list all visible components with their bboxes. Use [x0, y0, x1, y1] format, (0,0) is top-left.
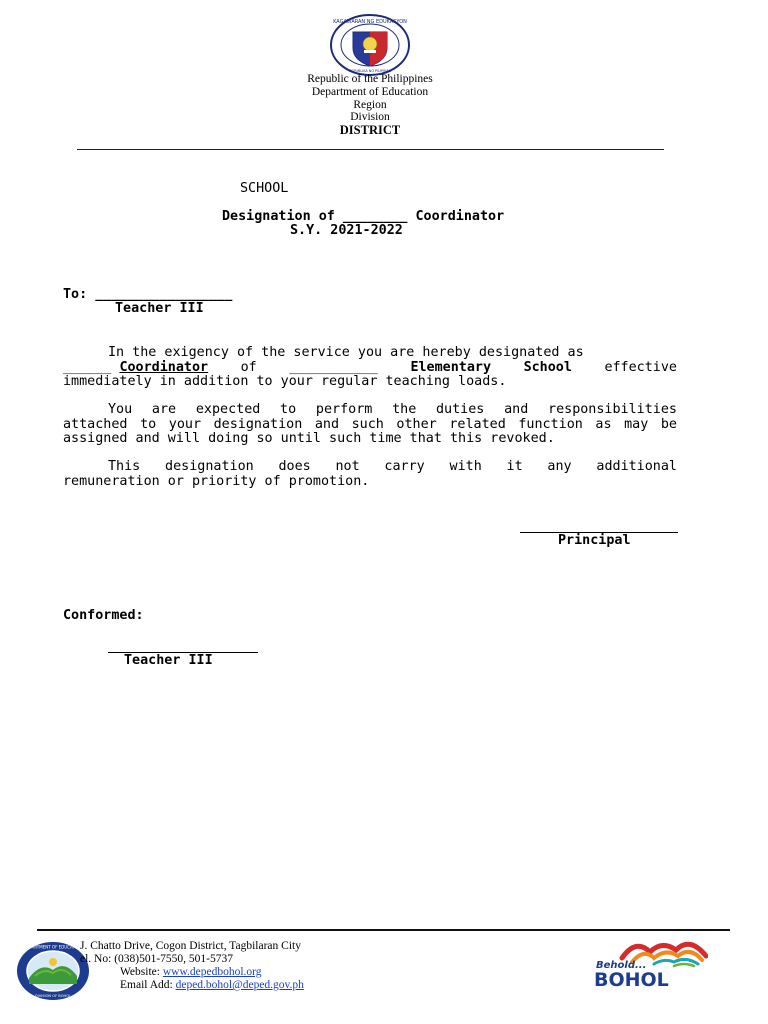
footer-website: Website: www.depedbohol.org [120, 966, 262, 978]
p2-line-1: You are expected to perform the duties and responsibilities [108, 402, 677, 417]
header-divider [77, 149, 664, 150]
addressee-position: Teacher III [115, 301, 204, 316]
seal-bottom-text: REPUBLIKA NG PILIPINAS [348, 69, 392, 73]
deped-seal-logo [329, 14, 411, 76]
footer-contact [80, 940, 304, 992]
teacher-signature-label: Teacher III [124, 653, 213, 668]
footer-address: J. Chatto Drive, Cogon District, Tagbilaran City [80, 940, 301, 952]
p2-line-3: assigned and will doing so until such time that this revoked. [63, 431, 555, 446]
header-division: Division [350, 111, 390, 124]
bohol-tagline: Behold... [596, 960, 647, 971]
footer-seal-top-text: DEPARTMENT OF EDUCATION [23, 944, 83, 950]
footer-telephone: el. No: (038)501-7550, 501-5737 [80, 953, 234, 965]
bohol-name: BOHOL [594, 969, 669, 990]
footer-divider [37, 929, 730, 931]
school-name: SCHOOL [240, 181, 289, 196]
header-district: DISTRICT [339, 123, 401, 138]
addressee-line: To: _________________ [63, 287, 233, 302]
email-link[interactable]: deped.bohol@deped.gov.ph [175, 979, 304, 991]
p1-line-3: immediately in addition to your regular teaching loads. [63, 374, 507, 389]
p3-line-2: remuneration or priority of promotion. [63, 473, 370, 489]
header-department: Department of Education [311, 85, 429, 98]
footer-seal-bottom-text: DIVISION OF BOHOL [34, 994, 72, 998]
header-republic: Republic of the Philippines [307, 73, 433, 85]
paragraph-designation [63, 346, 677, 390]
website-link[interactable]: www.depedbohol.org [162, 966, 262, 978]
footer-email: Email Add: deped.bohol@deped.gov.ph [120, 979, 304, 991]
p2-line-2: attached to your designation and such other related function as may be [63, 416, 677, 432]
p1-line-2: ______ Coordinator of ___________ Elementary School effective [63, 359, 677, 375]
letterhead [170, 73, 570, 137]
paragraph-duties [63, 403, 677, 447]
paragraph-remuneration [63, 460, 677, 489]
conformed-label: Conformed: [63, 608, 144, 623]
p1-line-1: In the exigency of the service you are hereby designated as [108, 345, 584, 360]
school-year: S.Y. 2021-2022 [290, 223, 403, 238]
behold-bohol-logo [592, 936, 708, 990]
seal-top-text: KAGAWARAN NG EDUKASYON [333, 19, 407, 25]
principal-label: Principal [558, 533, 631, 548]
designation-title: Designation of ________ Coordinator [222, 209, 505, 224]
p3-line-1: This designation does not carry with it any additional [108, 459, 677, 474]
coordinator-word: Coordinator [119, 359, 209, 375]
header-region: Region [353, 98, 387, 111]
